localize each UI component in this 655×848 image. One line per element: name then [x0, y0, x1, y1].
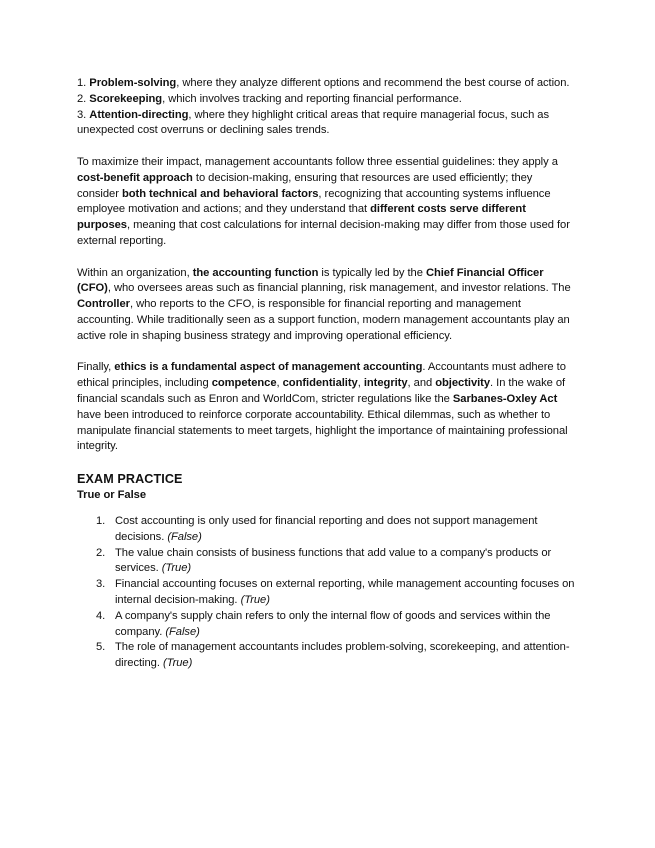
paragraph-text: , — [357, 377, 364, 390]
true-false-list — [77, 514, 577, 672]
role-item — [77, 108, 577, 140]
emphasis-text: confidentiality — [282, 377, 358, 390]
role-description: , which involves tracking and reporting financial performance. — [162, 92, 462, 105]
emphasis-text: Controller — [77, 298, 130, 311]
list-item — [77, 514, 577, 546]
item-number: 2. — [96, 546, 106, 559]
emphasis-text: competence — [211, 377, 277, 390]
emphasis-text: integrity — [363, 377, 408, 390]
document-page — [77, 76, 577, 672]
role-term: Scorekeeping — [89, 92, 163, 105]
emphasis-text: ethics is a fundamental aspect of management accounting — [114, 361, 423, 374]
paragraph-text: . In the wake of financial scandals such as Enron and WorldCom, stricter regulations like the — [77, 377, 566, 405]
role-term: Attention-directing — [89, 108, 189, 121]
list-item — [77, 609, 577, 641]
paragraph-text: Finally, — [77, 361, 115, 374]
item-answer: (True) — [240, 593, 270, 606]
paragraph-text: To maximize their impact, management accountants follow three essential guidelines: they apply a — [77, 155, 558, 168]
item-statement: The value chain consists of business functions that add value to a company's products or services. — [115, 546, 552, 575]
item-number: 3. — [96, 578, 106, 591]
role-item — [77, 76, 577, 92]
exam-practice-heading: EXAM PRACTICE — [77, 471, 183, 486]
paragraph-text: , — [276, 377, 283, 390]
role-number: 2. — [77, 92, 87, 105]
emphasis-text: cost-benefit approach — [77, 171, 193, 184]
true-false-subheading: True or False — [77, 488, 146, 501]
paragraph-text: . Accountants must adhere to ethical principles, including — [77, 361, 566, 390]
item-statement: A company's supply chain refers to only the internal flow of goods and services within the company. — [115, 609, 551, 638]
list-item — [77, 546, 577, 578]
item-number: 1. — [96, 514, 106, 527]
paragraph-text: have been introduced to reinforce corporate accountability. Ethical dilemmas, such as whether to manipulate financial statements to meet targets, highlight the importance of maintaining professional integrity. — [77, 408, 568, 453]
item-statement: The role of management accountants includes problem-solving, scorekeeping, and attention-directing. — [115, 641, 570, 670]
item-answer: (False) — [167, 530, 202, 543]
paragraph-text: , who oversees areas such as financial planning, risk management, and investor relations. The — [107, 282, 571, 295]
role-description: , where they analyze different options and recommend the best course of action. — [176, 77, 570, 89]
role-term: Problem-solving — [89, 77, 177, 89]
emphasis-text: different costs serve different purposes — [77, 203, 526, 232]
emphasis-text: Sarbanes-Oxley Act — [452, 392, 558, 405]
emphasis-text: the accounting function — [192, 266, 319, 279]
item-statement: Financial accounting focuses on external reporting, while management accounting focuses on internal decision-making. — [115, 578, 575, 606]
role-number: 3. — [77, 108, 87, 121]
item-answer: (True) — [162, 657, 193, 670]
role-number: 1. — [77, 77, 87, 89]
item-statement: Cost accounting is only used for financial reporting and does not support management decisions. — [115, 514, 538, 543]
paragraph-text: , meaning that cost calculations for internal decision-making may differ from those used for external reporting. — [77, 219, 570, 247]
paragraph-text: to decision-making, ensuring that resources are used efficiently; they consider — [77, 171, 533, 200]
item-answer: (True) — [161, 562, 192, 575]
role-item — [77, 92, 577, 108]
emphasis-text: Chief Financial Officer (CFO) — [77, 266, 544, 295]
item-answer: (False) — [165, 625, 200, 638]
ethics-paragraph — [77, 360, 577, 455]
role-description: , where they highlight critical areas that require managerial focus, such as unexpected cost overruns or declining sales trends. — [77, 108, 550, 137]
item-number: 4. — [96, 609, 106, 622]
paragraph-text: is typically led by the — [318, 266, 426, 279]
emphasis-text: both technical and behavioral factors — [121, 187, 319, 200]
paragraph-text: Within an organization, — [77, 266, 193, 279]
paragraph-text: , recognizing that accounting systems influence employee motivation and actions; and they understand that — [77, 187, 551, 216]
accountant-roles-list — [77, 76, 577, 139]
emphasis-text: objectivity — [435, 377, 491, 390]
list-item — [77, 577, 577, 609]
paragraph-text: , and — [407, 377, 436, 390]
list-item — [77, 640, 577, 672]
organization-paragraph — [77, 266, 577, 345]
paragraph-text: , who reports to the CFO, is responsible for financial reporting and management accounting. While traditionally seen as a support function, modern management accountants play an active role in shaping business strategy and improving operational efficiency. — [77, 298, 570, 342]
guidelines-paragraph — [77, 155, 577, 250]
item-number: 5. — [96, 641, 106, 654]
